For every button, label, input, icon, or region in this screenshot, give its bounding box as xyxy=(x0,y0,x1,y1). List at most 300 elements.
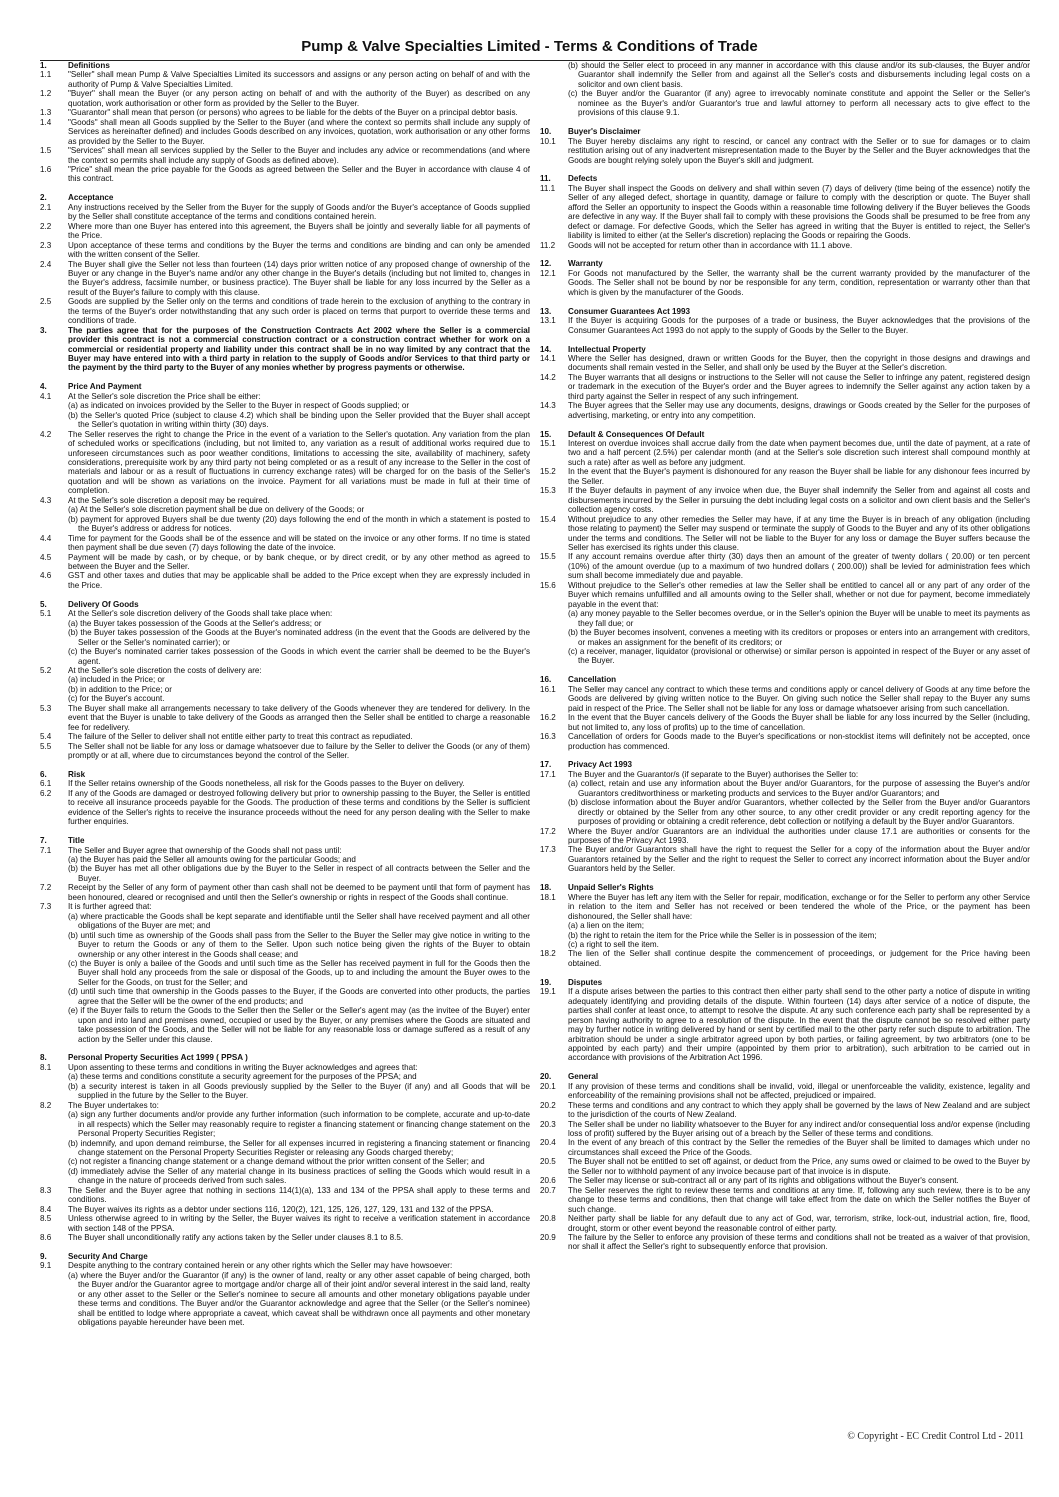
clause-number: 14.1 xyxy=(540,353,556,363)
clause xyxy=(40,534,530,553)
clause-number: 12.1 xyxy=(540,268,556,278)
clause-section xyxy=(540,345,1030,421)
clause xyxy=(540,1157,1030,1176)
clause-text: If the Buyer defaults in payment of any invoice when due, the Buyer shall indemnify the Seller from and against all costs and disbursements incurred by the Seller in pursuing the debt including legal costs on a solicitor and own client basis and the Seller's collection agency costs. xyxy=(568,486,1030,515)
clause-text: Interest on overdue invoices shall accrue daily from the date when payment becomes due, until the date of payment, at a rate of two and a half percent (2.5%) per calendar month (and at the Seller's sole discretion such interest shall compound monthly at such a rate) after as well as before any judgment. xyxy=(568,439,1030,467)
section-heading xyxy=(540,174,1030,183)
heading-text: Price And Payment xyxy=(68,382,142,392)
clause-section xyxy=(540,61,1030,118)
sub-clause: (a) these terms and conditions constitute a security agreement for the purposes of the PPSA; and xyxy=(68,1072,417,1082)
sub-clause: (b) a security interest is taken in all Goods previously supplied by the Seller to the Buyer (if any) and all Goods that will be supplied in the future by the Seller to the Buyer. xyxy=(68,1081,530,1101)
section-heading xyxy=(40,61,530,70)
clause xyxy=(40,430,530,496)
clause-text: The Buyer and/or Guarantors shall have the right to request the Seller for a copy of the information about the Buyer and/or Guarantors retained by the Seller and the right to request the Seller to correct any incorrect information about the Buyer and/or Guarantors held by the Seller. xyxy=(568,845,1030,874)
clause-number: 10. xyxy=(540,127,552,137)
clause xyxy=(540,949,1030,968)
sub-clause: (b) payment for approved Buyers shall be due twenty (20) days following the end of the month in which a statement is posted to the Buyer's address or address for notices. xyxy=(68,514,530,534)
clause-number: 19.1 xyxy=(540,987,556,997)
heading-text: Delivery Of Goods xyxy=(68,599,139,609)
clause xyxy=(40,779,530,788)
clause xyxy=(540,1120,1030,1139)
clause-section xyxy=(540,174,1030,250)
clause-number: 16. xyxy=(540,675,552,685)
clause-text: The Buyer shall unconditionally ratify any actions taken by the Seller under clauses 8.1 to 8.5. xyxy=(68,1233,404,1243)
sub-clause: (d) immediately advise the Seller of any material change in its business practices of selling the Goods which would result in a change in the nature of proceeds derived from such sales. xyxy=(68,1166,530,1186)
clause-number: 10.1 xyxy=(540,136,556,146)
clause xyxy=(540,827,1030,846)
clause-number: 1.1 xyxy=(40,70,52,80)
clause-text: The Buyer shall make all arrangements necessary to take delivery of the Goods whenever they are tendered for delivery. In the event that the Buyer is unable to take delivery of the Goods as arranged then the Seller shall be entitled to charge a reasonable fee for redelivery. xyxy=(68,703,530,732)
clause-text: The Buyer waives its rights as a debtor under sections 116, 120(2), 121, 125, 126, 127, 129, 131 and 132 of the PPSA. xyxy=(68,1204,494,1214)
clause-number: 2. xyxy=(40,193,47,203)
clause-section xyxy=(540,1072,1030,1252)
clause-number: 6. xyxy=(40,769,47,779)
clause-text: The Buyer hereby disclaims any right to rescind, or cancel any contract with the Seller or to sue for damages or to claim restitution arising out of any inadvertent misrepresentation made to the Buyer by the Seller and the Buyer acknowledges that the Goods are bought relying solely upon the Buyer's skill and judgment. xyxy=(568,136,1030,165)
sub-clause: (a) sign any further documents and/or provide any further information (such information to be complete, accurate and up-to-date in all respects) which the Seller may reasonably require to register a financing statement or financing change statement on the Personal Property Securities Register; xyxy=(68,1110,530,1139)
clause-section xyxy=(540,978,1030,1063)
clause-text: The Buyer agrees that the Seller may use any documents, designs, drawings or Goods created by the Seller for the purposes of advertising, marketing, or entry into any competition. xyxy=(568,401,1030,420)
sub-clause: (b) until such time as ownership of the Goods shall pass from the Seller to the Buyer the Seller may give notice in writing to the Buyer to return the Goods or any of them to the Seller. Upon such notice being given the rights of the Buyer to obtain ownership or any other interest in the Goods shall cease; and xyxy=(68,930,530,959)
clause-section xyxy=(40,1252,530,1328)
clause-number: 20.3 xyxy=(540,1119,556,1129)
clause-text: At the Seller's sole discretion the Price shall be either: xyxy=(68,391,261,401)
clause-number: 15.5 xyxy=(540,552,556,562)
clause xyxy=(40,108,530,117)
section-heading xyxy=(540,1072,1030,1081)
clause xyxy=(40,1205,530,1214)
clause-number: 14.2 xyxy=(540,372,556,382)
clause-text: The failure of the Seller to deliver shall not entitle either party to treat this contract as repudiated. xyxy=(68,732,413,742)
sub-clause: (a) as indicated on invoices provided by the Seller to the Buyer in respect of Goods supplied; or xyxy=(68,401,410,411)
clause-text: At the Seller's sole discretion the costs of delivery are: xyxy=(68,665,262,675)
clause-number: 8.3 xyxy=(40,1185,52,1195)
clause-number: 5.4 xyxy=(40,732,52,742)
clause xyxy=(540,439,1030,467)
clause-text: If the Buyer is acquiring Goods for the purposes of a trade or business, the Buyer acknowledges that the provisions of the Consumer Guarantees Act 1993 do not apply to the supply of Goods by the Seller to the Buyer. xyxy=(568,316,1030,335)
clause-text: The Buyer shall inspect the Goods on delivery and shall within seven (7) days of delivery (time being of the essence) notify the Seller of any alleged defect, shortage in quantity, damage or failure to comply with the description or quote. The Buyer shall afford the Seller an opportunity to inspect the Goods within a reasonable time following delivery if the Buyer believes the Goods are defective in any way. If the Buyer shall fail to comply with these provisions the Goods shall be presumed to be free from any defect or damage. For defective Goods, which the Seller has agreed in writing that the Buyer is entitled to reject, the Seller's liability is limited to either (at the Seller's discretion) replacing the Goods or repairing the Goods. xyxy=(568,183,1030,241)
clause xyxy=(540,893,1030,921)
clause xyxy=(40,1214,530,1233)
sub-clause: (c) the Buyer and/or the Guarantor (if any) agree to irrevocably nominate constitute and appoint the Seller or the Seller's nominee as the Buyer's and/or Guarantor's true and lawful attorney to perform all necessary acts to give effect to the provisions of this clause 9.1. xyxy=(568,89,1030,118)
clause-number: 15.2 xyxy=(540,467,556,477)
clause-section xyxy=(540,307,1030,335)
clause-number: 7.1 xyxy=(40,845,52,855)
clause xyxy=(540,845,1030,873)
clause-section xyxy=(540,259,1030,297)
clause-text: Unless otherwise agreed to in writing by the Seller, the Buyer waives its right to receive a verification statement in accordance with section 148 of the PPSA. xyxy=(68,1214,530,1233)
clause xyxy=(40,732,530,741)
clause-number: 20.6 xyxy=(540,1176,556,1186)
clause-number: 16.2 xyxy=(540,713,556,723)
clause-number: 20.4 xyxy=(540,1138,556,1148)
clause-number: 2.5 xyxy=(40,297,52,307)
copyright-footer: © Copyright - EC Credit Control Ltd - 2011 xyxy=(847,1431,1024,1442)
clause xyxy=(540,1082,1030,1101)
clause-section xyxy=(40,61,530,184)
clause xyxy=(540,373,1030,401)
sub-clause: (c) the Buyer's nominated carrier takes possession of the Goods in which event the carrier shall be deemed to be the Buyer's agent. xyxy=(68,647,530,666)
sub-clause: (b) the Buyer becomes insolvent, convenes a meeting with its creditors or proposes or enters into an arrangement with creditors, or makes an assignment for the benefit of its creditors; or xyxy=(568,628,1030,647)
clause xyxy=(40,326,530,373)
clause xyxy=(40,1261,530,1270)
clause-text: The Seller and Buyer agree that ownership of the Goods shall not pass until: xyxy=(68,845,342,855)
sub-clause: (a) collect, retain and use any information about the Buyer and/or Guarantors, for the purpose of assessing the Buyer's and/or Guarantors creditworthiness or marketing products and services to the Buyer and/or Guarantors; and xyxy=(568,779,1030,798)
clause-text: The Buyer warrants that all designs or instructions to the Seller will not cause the Seller to infringe any patent, registered design or trademark in the execution of the Buyer's order and the Buyer agrees to indemnify the Seller against any action taken by a third party against the Seller in respect of any such infringement. xyxy=(568,372,1030,401)
clause-number: 4.1 xyxy=(40,391,52,401)
clause-number: 1.3 xyxy=(40,108,52,118)
heading-text: General xyxy=(568,1072,599,1082)
clause xyxy=(540,1214,1030,1233)
clause-number: 2.4 xyxy=(40,259,52,269)
clause-section xyxy=(40,836,530,1044)
clause-text: "Seller" shall mean Pump & Valve Specialties Limited its successors and assigns or any person acting on behalf of and with the authority of Pump & Valve Specialties Limited. xyxy=(68,70,530,89)
clause xyxy=(540,401,1030,420)
sub-clause: (a) the Buyer takes possession of the Goods at the Seller's address; or xyxy=(68,618,322,628)
clause xyxy=(40,203,530,222)
clause-text: In the event of any breach of this contract by the Seller the remedies of the Buyer shall be limited to damages which under no circumstances shall exceed the Price of the Goods. xyxy=(568,1138,1030,1157)
clause-text: "Services" shall mean all services supplied by the Seller to the Buyer and includes any advice or recommendations (and where the context so permits shall include any supply of Goods as defined above). xyxy=(68,146,530,165)
heading-text: Title xyxy=(68,836,85,846)
clause-number: 8.6 xyxy=(40,1233,52,1243)
sub-clause: (b) disclose information about the Buyer and/or Guarantors, whether collected by the Seller from the Buyer and/or Guarantors directly or obtained by the Seller from any other source, to any other credit provider or any credit reporting agency for the purposes of providing or obtaining a credit reference, debt collection or notifying a default by the Buyer and/or Guarantors. xyxy=(568,798,1030,827)
clause-number: 15.3 xyxy=(540,486,556,496)
clause xyxy=(540,241,1030,250)
section-heading xyxy=(540,345,1030,354)
clause-section xyxy=(540,760,1030,873)
clause-number: 17. xyxy=(540,760,552,770)
clause-number: 1.6 xyxy=(40,164,52,174)
section-heading xyxy=(540,760,1030,769)
clause-number: 15.6 xyxy=(540,580,556,590)
clause-number: 20. xyxy=(540,1072,552,1082)
clause-text: Neither party shall be liable for any default due to any act of God, war, terrorism, strike, lock-out, industrial action, fire, flood, drought, storm or other event beyond the reasonable control of either party. xyxy=(568,1214,1030,1233)
heading-text: Consumer Guarantees Act 1993 xyxy=(568,306,691,316)
clause-number: 18.1 xyxy=(540,892,556,902)
clause xyxy=(540,1233,1030,1252)
clause xyxy=(40,883,530,902)
clause-text: The Seller and the Buyer agree that nothing in sections 114(1)(a), 133 and 134 of the PPSA shall apply to these terms and conditions. xyxy=(68,1185,530,1205)
clause-text: Time for payment for the Goods shall be of the essence and will be stated on the invoice or any other forms. If no time is stated then payment shall be due seven (7) days following the date of the invoice. xyxy=(68,533,530,553)
clause-text: Cancellation of orders for Goods made to the Buyer's specifications or non-stocklist items will definitely not be accepted, once production has commenced. xyxy=(568,732,1030,751)
clause-section xyxy=(40,1053,530,1242)
clause-text: Where the Buyer has left any item with the Seller for repair, modification, exchange or for the Seller to perform any other Service in relation to the item and Seller has not received or been tendered the whole of the Price, or the payment has been dishonoured, the Seller shall have: xyxy=(568,892,1030,921)
section-heading xyxy=(540,883,1030,892)
clause xyxy=(540,770,1030,779)
clause xyxy=(40,704,530,732)
clause xyxy=(40,70,530,89)
clause-number: 17.2 xyxy=(540,826,556,836)
sub-clause: (a) At the Seller's sole discretion payment shall be due on delivery of the Goods; or xyxy=(68,505,365,515)
clause-text: These terms and conditions and any contract to which they apply shall be governed by the laws of New Zealand and are subject to the jurisdiction of the courts of New Zealand. xyxy=(568,1100,1030,1120)
clause xyxy=(540,1186,1030,1214)
clause xyxy=(540,732,1030,751)
clause-text: In the event that the Buyer cancels delivery of the Goods the Buyer shall be liable for any loss incurred by the Seller (including, but not limited to, any loss of profits) up to the time of cancellation. xyxy=(568,713,1030,732)
section-heading xyxy=(40,382,530,391)
section-heading xyxy=(540,675,1030,684)
clause-number: 20.5 xyxy=(540,1157,556,1167)
section-heading xyxy=(540,430,1030,439)
clause-section xyxy=(540,127,1030,165)
clause xyxy=(540,685,1030,713)
clause-number: 4.4 xyxy=(40,533,52,543)
clause-number: 4.5 xyxy=(40,552,52,562)
clause xyxy=(40,666,530,675)
clause-section xyxy=(40,382,530,590)
clause-text: The parties agree that for the purposes of the Construction Contracts Act 2002 where the Seller is a commercial provider this contract is not a commercial construction contract or a construction contract whether for work on a commercial or residential property and liability under this contract shall be in no way limited by any contract that the Buyer may have entered into with a third party in relation to the supply of Goods and/or Services to that third party or the payment by the third party to the Buyer of any monies whether by progress payments or otherwise. xyxy=(68,325,530,373)
clause-text: GST and other taxes and duties that may be applicable shall be added to the Price except when they are expressly included in the Price. xyxy=(68,571,530,590)
clause xyxy=(540,354,1030,373)
right-column xyxy=(540,61,1030,1461)
heading-text: Cancellation xyxy=(568,675,617,685)
clause xyxy=(40,553,530,572)
clause-number: 6.1 xyxy=(40,779,52,789)
clause-text: If the Seller retains ownership of the Goods nonetheless, all risk for the Goods passes to the Buyer on delivery. xyxy=(68,779,465,789)
clause-number: 19. xyxy=(540,977,552,987)
clause-number: 2.3 xyxy=(40,240,52,250)
clause-section xyxy=(540,883,1030,968)
section-heading xyxy=(40,770,530,779)
clause xyxy=(40,392,530,401)
clause-text: Without prejudice to any other remedies the Seller may have, if at any time the Buyer is in breach of any obligation (including those relating to payment) the Seller may suspend or terminate the supply of Goods to the Buyer and any of its other obligations under the terms and conditions. The Seller will not be liable to the Buyer for any loss or damage the Buyer suffers because the Seller has exercised its rights under this clause. xyxy=(568,514,1030,553)
clause xyxy=(540,713,1030,732)
clause xyxy=(540,269,1030,297)
clause-text: "Goods" shall mean all Goods supplied by the Seller to the Buyer (and where the context so permits shall include any supply of Services as hereinafter defined) and includes Goods described on any invoices, quotation, work authorisation or any other forms as provided by the Seller to the Buyer. xyxy=(68,117,530,146)
clause xyxy=(40,260,530,298)
clause xyxy=(40,146,530,165)
clause-number: 14. xyxy=(540,344,552,354)
sub-clause: (c) not register a financing change statement or a change demand without the prior written consent of the Seller; and xyxy=(68,1157,485,1167)
clause-number: 13. xyxy=(540,306,552,316)
clause xyxy=(40,571,530,590)
clause-number: 2.2 xyxy=(40,221,52,231)
clause-text: The Buyer shall not be entitled to set off against, or deduct from the Price, any sums owed or claimed to be owed to the Buyer by the Seller nor to withhold payment of any invoice because part of that invoice is in dispute. xyxy=(568,1157,1030,1176)
clause-number: 18.2 xyxy=(540,949,556,959)
clause xyxy=(540,184,1030,241)
clause xyxy=(40,118,530,146)
clause-number: 6.2 xyxy=(40,788,52,798)
clause-number: 7.3 xyxy=(40,902,52,912)
clause-number: 12. xyxy=(540,259,552,269)
section-heading xyxy=(40,1252,530,1261)
clause-number: 3. xyxy=(40,325,47,335)
clause-text: Goods will not be accepted for return other than in accordance with 11.1 above. xyxy=(568,240,853,250)
clause xyxy=(40,222,530,241)
clause-text: It is further agreed that: xyxy=(68,902,152,912)
sub-clause: (a) a lien on the item; xyxy=(568,921,645,931)
clause xyxy=(540,1176,1030,1185)
clause-number: 18. xyxy=(540,883,552,893)
clause xyxy=(540,467,1030,486)
clause-text: For Goods not manufactured by the Seller, the warranty shall be the current warranty provided by the manufacturer of the Goods. The Seller shall not be bound by nor be responsible for any term, condition, representation or warranty other than that which is given by the manufacturer of the Goods. xyxy=(568,268,1030,297)
clause-text: The Seller may cancel any contract to which these terms and conditions apply or cancel delivery of Goods at any time before the Goods are delivered by giving written notice to the Buyer. On giving such notice the Seller shall repay to the Buyer any sums paid in respect of the Price. The Seller shall not be liable for any loss or damage whatsoever arising from such cancellation. xyxy=(568,684,1030,713)
clause-number: 20.1 xyxy=(540,1081,556,1091)
clause-number: 17.3 xyxy=(540,845,556,855)
sub-clause: (a) the Buyer has paid the Seller all amounts owing for the particular Goods; and xyxy=(68,854,356,864)
clause-number: 5.3 xyxy=(40,703,52,713)
clause-number: 15. xyxy=(540,429,552,439)
sub-clause: (b) indemnify, and upon demand reimburse, the Seller for all expenses incurred in registering a financing statement or financing change statement on the Personal Property Securities Register or releasing any Goods charged thereby; xyxy=(68,1138,530,1158)
clause-text: Without prejudice to the Seller's other remedies at law the Seller shall be entitled to cancel all or any part of any order of the Buyer which remains unfulfilled and all amounts owing to the Seller shall, whether or not due for payment, become immediately payable in the event that: xyxy=(568,580,1030,609)
clause-number: 1.2 xyxy=(40,89,52,99)
clause-number: 7. xyxy=(40,836,47,846)
clause-number: 4. xyxy=(40,382,47,392)
clause-text: Upon acceptance of these terms and conditions by the Buyer the terms and conditions are binding and can only be amended with the written consent of the Seller. xyxy=(68,240,530,260)
clause-text: If a dispute arises between the parties to this contract then either party shall send to the other party a notice of dispute in writing adequately identifying and providing details of the dispute. Within fourteen (14) days after service of a notice of dispute, the parties shall confer at least once, to attempt to resolve the dispute. At any such conference each party shall be represented by a person having authority to agree to a resolution of the dispute. In the event that the dispute cannot be so resolved either party may by further notice in writing delivered by hand or sent by certified mail to the other party refer such dispute to arbitration. The arbitration should be under a single arbitrator agreed upon by both parties, or failing agreement, by two arbitrators (one to be appointed by each party) and their umpire (appointed by them prior to arbitration), such arbitration to be carried out in accordance with provisions of the Arbitration Act 1996. xyxy=(568,987,1030,1063)
clause-text: Where more than one Buyer has entered into this agreement, the Buyers shall be jointly and severally liable for all payments of the Price. xyxy=(68,221,530,241)
document-title: Pump & Valve Specialties Limited - Terms & Conditions of Trade xyxy=(301,38,758,55)
clause-number: 5.1 xyxy=(40,609,52,619)
clause-text: If any account remains overdue after thirty (30) days then an amount of the greater of twenty dollars ( 20.00) or ten percent (10%) of the amount overdue (up to a maximum of two hundred dollars ( 200.00)) shall be levied for administration fees which sum shall become immediately due and payable. xyxy=(568,552,1030,581)
clause-number: 1. xyxy=(40,61,47,70)
sub-clause: (c) a receiver, manager, liquidator (provisional or otherwise) or similar person is appointed in respect of the Buyer or any asset of the Buyer. xyxy=(568,647,1030,666)
clause-number: 11. xyxy=(540,174,551,184)
section-heading xyxy=(540,307,1030,316)
sub-clause: (a) where practicable the Goods shall be kept separate and identifiable until the Seller shall have received payment and all other obligations of the Buyer are met; and xyxy=(68,911,530,931)
clause-number: 4.2 xyxy=(40,429,52,439)
clause-text: "Buyer" shall mean the Buyer (or any person acting on behalf of and with the authority of the Buyer) as described on any quotation, work authorisation or other form as provided by the Seller to the Buyer. xyxy=(68,89,530,108)
clause-number: 9.1 xyxy=(40,1261,52,1271)
clause xyxy=(40,789,530,827)
clause-number: 1.5 xyxy=(40,146,52,156)
clause xyxy=(40,1063,530,1072)
clause-text: Any instructions received by the Seller from the Buyer for the supply of Goods and/or the Buyer's acceptance of Goods supplied by the Seller shall constitute acceptance of the terms and conditions contained herein. xyxy=(68,202,530,222)
sub-clause: (e) if the Buyer fails to return the Goods to the Seller then the Seller or the Seller's agent may (as the invitee of the Buyer) enter upon and into land and premises owned, occupied or used by the Buyer, or any premises where the Goods are situated and take possession of the Goods, and the Seller will not be liable for any reasonable loss or damage suffered as a result of any action by the Seller under this clause. xyxy=(68,1006,530,1044)
sub-clause: (b) the right to retain the item for the Price while the Seller is in possession of the item; xyxy=(568,930,877,940)
clause-text: The Seller shall not be liable for any loss or damage whatsoever due to failure by the Seller to deliver the Goods (or any of them) promptly or at all, where due to circumstances beyond the control of the Seller. xyxy=(68,741,530,761)
heading-text: Definitions xyxy=(68,61,110,70)
clause-number: 17.1 xyxy=(540,769,556,779)
clause-number: 2.1 xyxy=(40,202,52,212)
clause-number: 5.2 xyxy=(40,665,52,675)
clause xyxy=(40,1233,530,1242)
clause xyxy=(40,902,530,911)
clause-number: 5. xyxy=(40,599,47,609)
clause-number: 16.3 xyxy=(540,732,556,742)
heading-text: Unpaid Seller's Rights xyxy=(568,883,654,893)
clause-number: 8.2 xyxy=(40,1100,52,1110)
clause xyxy=(40,89,530,108)
clause-number: 15.4 xyxy=(540,514,556,524)
heading-text: Privacy Act 1993 xyxy=(568,760,633,770)
clause-number: 4.6 xyxy=(40,571,52,581)
heading-text: Personal Property Securities Act 1999 ( PPSA ) xyxy=(68,1053,248,1063)
clause-text: The failure by the Seller to enforce any provision of these terms and conditions shall not be treated as a waiver of that provision, nor shall it affect the Seller's right to subsequently enforce that provision. xyxy=(568,1233,1030,1252)
clause xyxy=(540,316,1030,335)
clause-text: The Buyer and the Guarantor/s (if separate to the Buyer) authorises the Seller to: xyxy=(568,769,859,779)
clause-text: "Guarantor" shall mean that person (or persons) who agrees to be liable for the debts of the Buyer on a principal debtor basis. xyxy=(68,108,518,118)
clause-text: At the Seller's sole discretion a deposit may be required. xyxy=(68,495,270,505)
clause-number: 13.1 xyxy=(540,316,556,326)
clause-text: At the Seller's sole discretion delivery of the Goods shall take place when: xyxy=(68,609,333,619)
clause-number: 20.9 xyxy=(540,1233,556,1243)
clause-text: Upon assenting to these terms and conditions in writing the Buyer acknowledges and agrees that: xyxy=(68,1062,418,1072)
clause-text: Goods are supplied by the Seller only on the terms and conditions of trade herein to the exclusion of anything to the contrary in the terms of the Buyer's order notwithstanding that any such order is placed on terms that purport to override these terms and conditions of trade. xyxy=(68,297,530,326)
clause-number: 15.1 xyxy=(540,439,556,449)
clause-text: Payment will be made by cash, or by cheque, or by bank cheque, or by direct credit, or by any other method as agreed to between the Buyer and the Seller. xyxy=(68,552,530,571)
section-heading xyxy=(540,978,1030,987)
clause-text: The Seller shall be under no liability whatsoever to the Buyer for any indirect and/or consequential loss and/or expense (including loss of profit) suffered by the Buyer arising out of a breach by the Seller of these terms and conditions. xyxy=(568,1119,1030,1139)
clause xyxy=(40,742,530,761)
clause-text: The Seller reserves the right to review these terms and conditions at any time. If, following any such review, there is to be any change to these terms and conditions, then that change will take effect from the date on which the Seller notifies the Buyer of such change. xyxy=(568,1185,1030,1214)
sub-clause: (c) a right to sell the item. xyxy=(568,940,659,949)
clause-number: 8.5 xyxy=(40,1214,52,1224)
sub-clause: (c) the Buyer is only a bailee of the Goods and until such time as the Seller has received payment in full for the Goods then the Buyer shall hold any proceeds from the sale or disposal of the Goods, up to and including the amount the Buyer owes to the Seller for the Goods, on trust for the Seller; and xyxy=(68,958,530,987)
clause-text: The Seller reserves the right to change the Price in the event of a variation to the Seller's quotation. Any variation from the plan of scheduled works or specifications (including, but not limited to, any variation as a result of additional works required due to unforeseen circumstances such as poor weather conditions, limitations to accessing the site, availability of machinery, safety considerations, prerequisite work by any third party not being completed or as a result of any increase to the Seller in the cost of materials and labour or as a result of fluctuations in currency exchange rates) will be charged for on the basis of the Seller's quotation and will be shown as variations on the invoice. Payment for all variations must be made in full at their time of completion. xyxy=(68,429,530,496)
section-heading xyxy=(40,836,530,845)
heading-text: Risk xyxy=(68,769,86,779)
heading-text: Warranty xyxy=(568,259,603,269)
clause-number: 14.3 xyxy=(540,401,556,411)
heading-text: Buyer's Disclaimer xyxy=(568,127,641,137)
section-heading xyxy=(40,1053,530,1062)
sub-clause: (b) in addition to the Price; or xyxy=(68,684,172,694)
clause-number: 11.2 xyxy=(540,240,556,250)
clause-text: Despite anything to the contrary contained herein or any other rights which the Seller may have howsoever: xyxy=(68,1261,453,1271)
section-heading xyxy=(40,600,530,609)
heading-text: Defects xyxy=(568,174,598,184)
clause-number: 20.2 xyxy=(540,1100,556,1110)
clause xyxy=(540,137,1030,165)
clause-text: If any of the Goods are damaged or destroyed following delivery but prior to ownership passing to the Buyer, the Seller is entitled to receive all insurance proceeds payable for the Goods. The production of these terms and conditions by the Seller is sufficient evidence of the Seller's rights to receive the insurance proceeds without the need for any person dealing with the Seller to make further enquiries. xyxy=(68,788,530,827)
clause xyxy=(540,552,1030,580)
clause-number: 5.5 xyxy=(40,741,52,751)
clause xyxy=(540,1138,1030,1157)
clause xyxy=(540,987,1030,1063)
section-heading xyxy=(540,259,1030,268)
heading-text: Security And Charge xyxy=(68,1251,148,1261)
clause xyxy=(40,241,530,260)
clause xyxy=(40,1101,530,1110)
clause xyxy=(540,515,1030,553)
clause-number: 7.2 xyxy=(40,883,52,893)
clause-section xyxy=(40,770,530,827)
clause-number: 11.1 xyxy=(540,183,556,193)
clause-section xyxy=(540,675,1030,751)
clause-section xyxy=(40,600,530,761)
clause-number: 1.4 xyxy=(40,117,52,127)
heading-text: Default & Consequences Of Default xyxy=(568,429,705,439)
clause xyxy=(40,609,530,618)
clause-section xyxy=(540,430,1030,666)
sub-clause: (b) should the Seller elect to proceed in any manner in accordance with this clause and/or its sub-clauses, the Buyer and/or Guarantor shall indemnify the Seller from and against all the Seller's costs and disbursements including legal costs on a solicitor and own client basis. xyxy=(568,61,1030,89)
section-heading xyxy=(40,193,530,202)
clause-section xyxy=(40,193,530,373)
heading-text: Disputes xyxy=(568,977,603,987)
clause xyxy=(40,1186,530,1205)
sub-clause: (a) included in the Price; or xyxy=(68,675,165,685)
clause-number: 16.1 xyxy=(540,684,556,694)
section-heading xyxy=(540,127,1030,136)
clause xyxy=(40,165,530,184)
heading-text: Acceptance xyxy=(68,193,114,203)
sub-clause: (b) the Buyer has met all other obligations due by the Buyer to the Seller in respect of all contracts between the Seller and the Buyer. xyxy=(68,864,530,883)
clause-text: Receipt by the Seller of any form of payment other than cash shall not be deemed to be payment until that form of payment has been honoured, cleared or recognised and until then the Seller's ownership or rights in respect of the Goods shall continue. xyxy=(68,883,530,902)
clause xyxy=(540,486,1030,514)
clause-text: The Buyer undertakes to: xyxy=(68,1100,159,1110)
clause-number: 8. xyxy=(40,1053,47,1063)
sub-clause: (d) until such time that ownership in the Goods passes to the Buyer, if the Goods are converted into other products, the parties agree that the Seller will be the owner of the end products; and xyxy=(68,987,530,1006)
clause-number: 20.7 xyxy=(540,1185,556,1195)
clause-text: In the event that the Buyer's payment is dishonoured for any reason the Buyer shall be liable for any dishonour fees incurred by the Seller. xyxy=(568,467,1030,486)
clause-number: 20.8 xyxy=(540,1214,556,1224)
heading-text: Intellectual Property xyxy=(568,344,646,354)
sub-clause: (a) any money payable to the Seller becomes overdue, or in the Seller's opinion the Buyer will be unable to meet its payments as they fall due; or xyxy=(568,609,1030,628)
clause-text: "Price" shall mean the price payable for the Goods as agreed between the Seller and the Buyer in accordance with clause 4 of this contract. xyxy=(68,164,530,184)
clause-text: The lien of the Seller shall continue despite the commencement of proceedings, or judgement for the Price having been obtained. xyxy=(568,949,1030,968)
clause-text: The Buyer shall give the Seller not less than fourteen (14) days prior written notice of any proposed change of ownership of the Buyer or any change in the Buyer's name and/or any other change in the Buyer's details (including but not limited to, changes in the Buyer's address, facsimile number, or business practice). The Buyer shall be liable for any loss incurred by the Seller as a result of the Buyer's failure to comply with this clause. xyxy=(68,259,530,297)
left-column xyxy=(40,61,530,1461)
clause xyxy=(40,496,530,505)
